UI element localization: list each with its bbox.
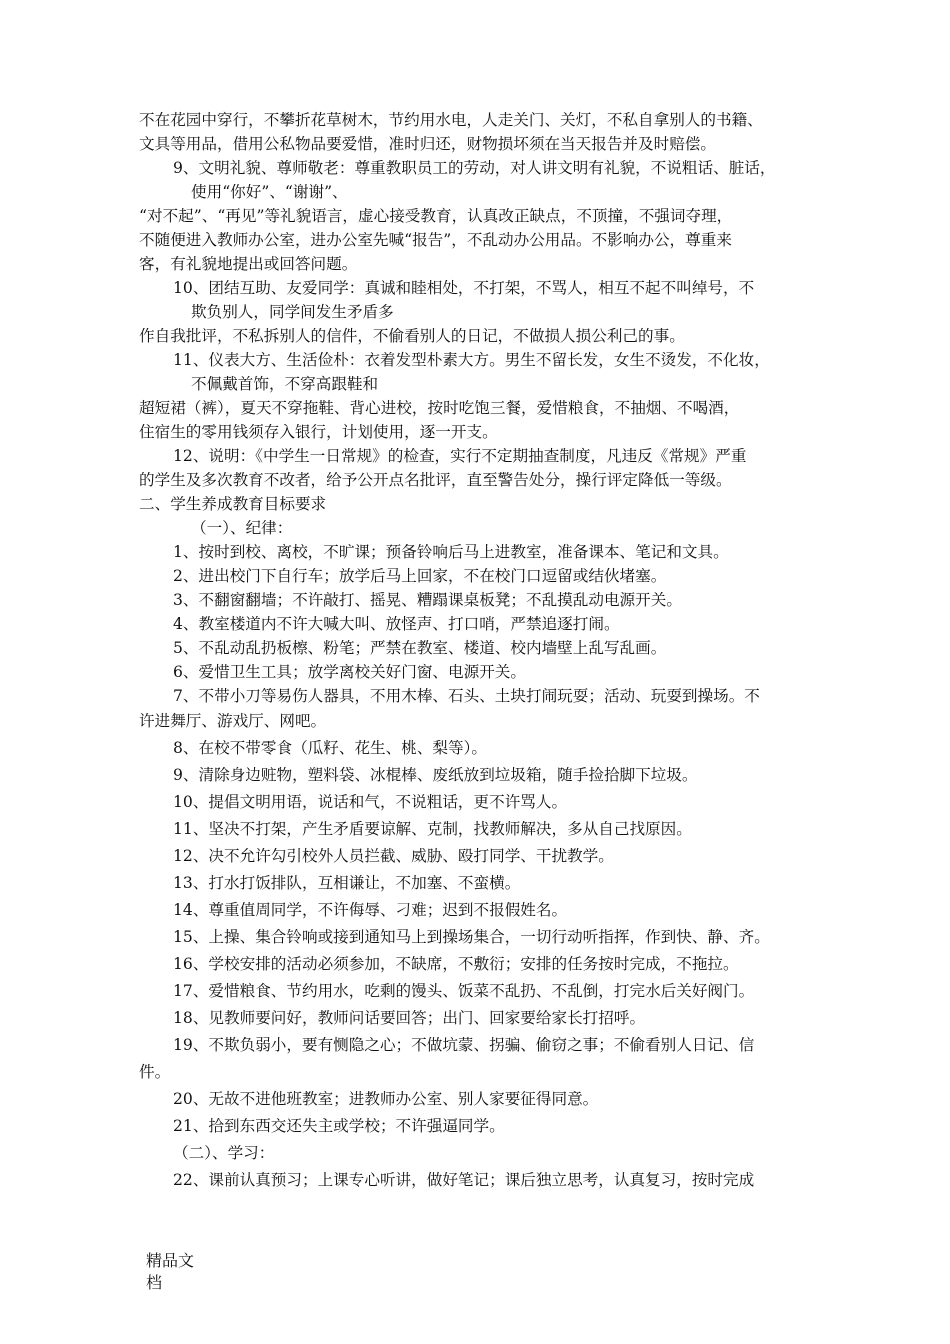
text-line: 16、学校安排的活动必须参加，不缺席，不敷衍；安排的任务按时完成，不拖拉。 bbox=[173, 955, 739, 973]
text-line: 12、说明：《中学生一日常规》的检查，实行不定期抽查制度，凡违反《常规》严重 bbox=[173, 447, 747, 465]
text-line: 22、课前认真预习；上课专心听讲，做好笔记；课后独立思考，认真复习，按时完成 bbox=[173, 1171, 755, 1189]
text-line: 5、不乱动乱扔板檫、粉笔；严禁在教室、楼道、校内墙壁上乱写乱画。 bbox=[173, 639, 667, 657]
text-line: 6、爱惜卫生工具；放学离校关好门窗、电源开关。 bbox=[173, 663, 526, 681]
text-line: （一）、纪律： bbox=[191, 519, 293, 537]
text-line: 客，有礼貌地提出或回答问题。 bbox=[139, 255, 358, 273]
text-line: 17、爱惜粮食、节约用水，吃剩的馒头、饭菜不乱扔、不乱倒，打完水后关好阀门。 bbox=[173, 982, 755, 1000]
text-line: 10、团结互助、友爱同学：真诚和睦相处，不打架，不骂人，相互不起不叫绰号，不 bbox=[173, 279, 755, 297]
text-line: 11、坚决不打架，产生矛盾要谅解、克制，找教师解决，多从自己找原因。 bbox=[173, 820, 692, 838]
text-line: 住宿生的零用钱须存入银行，计划使用，逐一开支。 bbox=[139, 423, 498, 441]
text-line: 3、不翻窗翻墙；不许敲打、摇晃、糟蹋课桌板凳；不乱摸乱动电源开关。 bbox=[173, 591, 682, 609]
text-line: 19、不欺负弱小，要有恻隐之心；不做坑蒙、拐骗、偷窃之事；不偷看别人日记、信 bbox=[173, 1036, 755, 1054]
text-line: 超短裙（裤），夏天不穿拖鞋、背心进校，按时吃饱三餐，爱惜粮食，不抽烟、不喝酒， bbox=[139, 399, 740, 417]
text-line: 二、学生养成教育目标要求 bbox=[139, 495, 327, 513]
text-line: 作自我批评，不私拆别人的信件，不偷看别人的日记，不做损人损公利己的事。 bbox=[139, 327, 685, 345]
text-line: 14、尊重值周同学，不许侮辱、刁难；迟到不报假姓名。 bbox=[173, 901, 568, 919]
text-line: 不随便进入教师办公室，进办公室先喊“报告”，不乱动办公用品。不影响办公，尊重来 bbox=[139, 231, 732, 249]
footer-watermark bbox=[146, 1250, 194, 1294]
text-line: 9、文明礼貌、尊师敬老：尊重教职员工的劳动，对人讲文明有礼貌，不说粗话、脏话， bbox=[173, 159, 776, 177]
document-body bbox=[139, 108, 819, 1194]
text-line: 不在花园中穿行，不攀折花草树木，节约用水电，人走关门、关灯，不私自拿别人的书籍、 bbox=[139, 111, 763, 129]
text-line: 的学生及多次教育不改者，给予公开点名批评，直至警告处分，操行评定降低一等级。 bbox=[139, 471, 732, 489]
text-line: 21、拾到东西交还失主或学校；不许强逼同学。 bbox=[173, 1117, 505, 1135]
text-line: 15、上操、集合铃响或接到通知马上到操场集合，一切行动听指挥，作到快、静、齐。 bbox=[173, 928, 770, 946]
footer-line-2: 档 bbox=[146, 1273, 163, 1292]
text-line: 10、提倡文明用语，说话和气，不说粗话，更不许骂人。 bbox=[173, 793, 568, 811]
text-line: 2、进出校门下自行车；放学后马上回家，不在校门口逗留或结伙堵塞。 bbox=[173, 567, 667, 585]
text-line: 1、按时到校、离校，不旷课；预备铃响后马上进教室，准备课本、笔记和文具。 bbox=[173, 543, 729, 561]
text-line: 欺负别人，同学间发生矛盾多 bbox=[191, 303, 394, 321]
text-line: 7、不带小刀等易伤人器具，不用木棒、石头、土块打闹玩耍；活动、玩耍到操场。不 bbox=[173, 687, 760, 705]
text-line: 11、仪表大方、生活俭朴：衣着发型朴素大方。男生不留长发，女生不烫发，不化妆， bbox=[173, 351, 770, 369]
text-line: 9、清除身边赃物，塑料袋、冰棍棒、废纸放到垃圾箱，随手捡拾脚下垃圾。 bbox=[173, 766, 698, 784]
text-line: 18、见教师要问好，教师问话要回答；出门、回家要给家长打招呼。 bbox=[173, 1009, 646, 1027]
text-line: 使用“你好”、“谢谢”、 bbox=[191, 183, 348, 201]
text-line: 13、打水打饭排队，互相谦让，不加塞、不蛮横。 bbox=[173, 874, 521, 892]
footer-line-1: 精品文 bbox=[146, 1251, 195, 1270]
text-line: 许进舞厅、游戏厅、网吧。 bbox=[139, 712, 327, 730]
text-line: （二）、学习： bbox=[173, 1144, 275, 1162]
text-line: 4、教室楼道内不许大喊大叫、放怪声、打口哨，严禁追逐打闹。 bbox=[173, 615, 620, 633]
text-line: 20、无故不进他班教室；进教师办公室、别人家要征得同意。 bbox=[173, 1090, 599, 1108]
text-line: “对不起”、“再见”等礼貌语言，虚心接受教育，认真改正缺点，不顶撞，不强词夺理， bbox=[139, 207, 733, 225]
text-line: 8、在校不带零食（瓜籽、花生、桃、梨等）。 bbox=[173, 739, 487, 757]
text-line: 文具等用品，借用公私物品要爱惜，准时归还，财物损坏须在当天报告并及时赔偿。 bbox=[139, 135, 716, 153]
text-line: 不佩戴首饰，不穿高跟鞋和 bbox=[191, 375, 379, 393]
text-line: 12、决不允许勾引校外人员拦截、威胁、殴打同学、干扰教学。 bbox=[173, 847, 614, 865]
text-line: 件。 bbox=[139, 1063, 171, 1081]
